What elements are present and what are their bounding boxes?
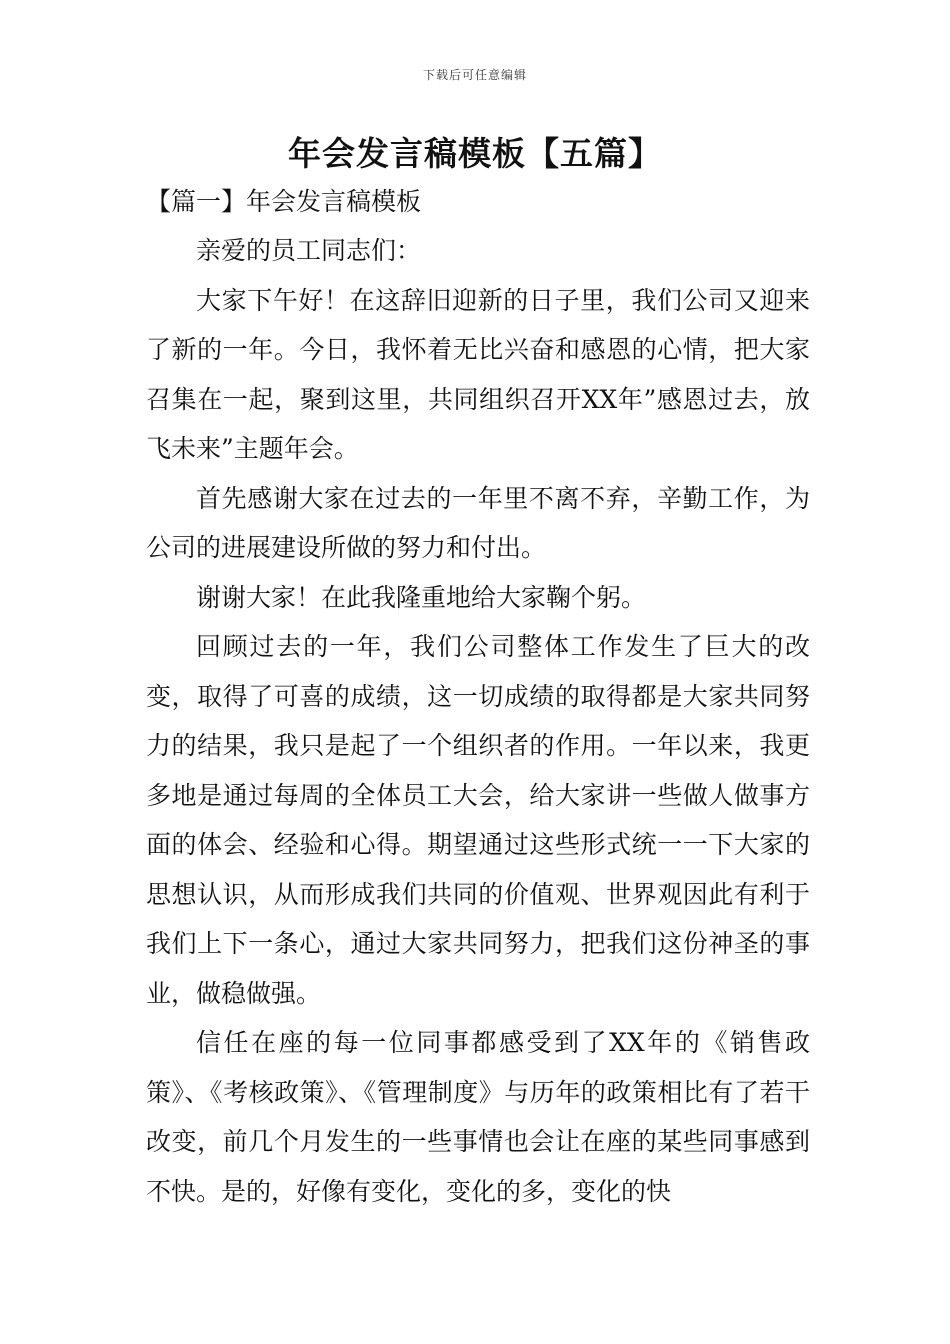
paragraph: 首先感谢大家在过去的一年里不离不弃，辛勤工作，为公司的进展建设所做的努力和付出。	[146, 483, 810, 562]
document-body	[146, 178, 810, 1216]
paragraph: 回顾过去的一年，我们公司整体工作发生了巨大的改变，取得了可喜的成绩，这一切成绩的取得都是大家共同努力的结果，我只是起了一个组织者的作用。一年以来，我更多地是通过每周的全体员工大会，给大家讲一些做人做事方面的体会、经验和心得。期望通过这些形式统一一下大家的思想认识，从而形成我们共同的价值观、世界观因此有利于我们上下一条心，通过大家共同努力，把我们这份神圣的事业，做稳做强。	[146, 632, 810, 1008]
paragraph-salutation: 亲爱的员工同志们：	[196, 236, 422, 265]
paragraph: 谢谢大家！在此我隆重地给大家鞠个躬。	[196, 582, 647, 612]
paragraph: 信任在座的每一位同事都感受到了XX年的《销售政策》、《考核政策》、《管理制度》与历年的政策相比有了若干改变，前几个月发生的一些事情也会让在座的某些同事感到不快。是的，好像有变化，变化的多，变化的快	[146, 1028, 810, 1206]
header-note: 下载后可任意编辑	[422, 68, 527, 82]
document-title: 年会发言稿模板【五篇】	[288, 134, 662, 173]
section-heading: 【篇一】年会发言稿模板	[146, 187, 422, 216]
paragraph: 大家下午好！在这辞旧迎新的日子里，我们公司又迎来了新的一年。今日，我怀着无比兴奋和感恩的心情，把大家召集在一起，聚到这里，共同组织召开XX年”感恩过去，放飞未来”主题年会。	[146, 285, 810, 463]
